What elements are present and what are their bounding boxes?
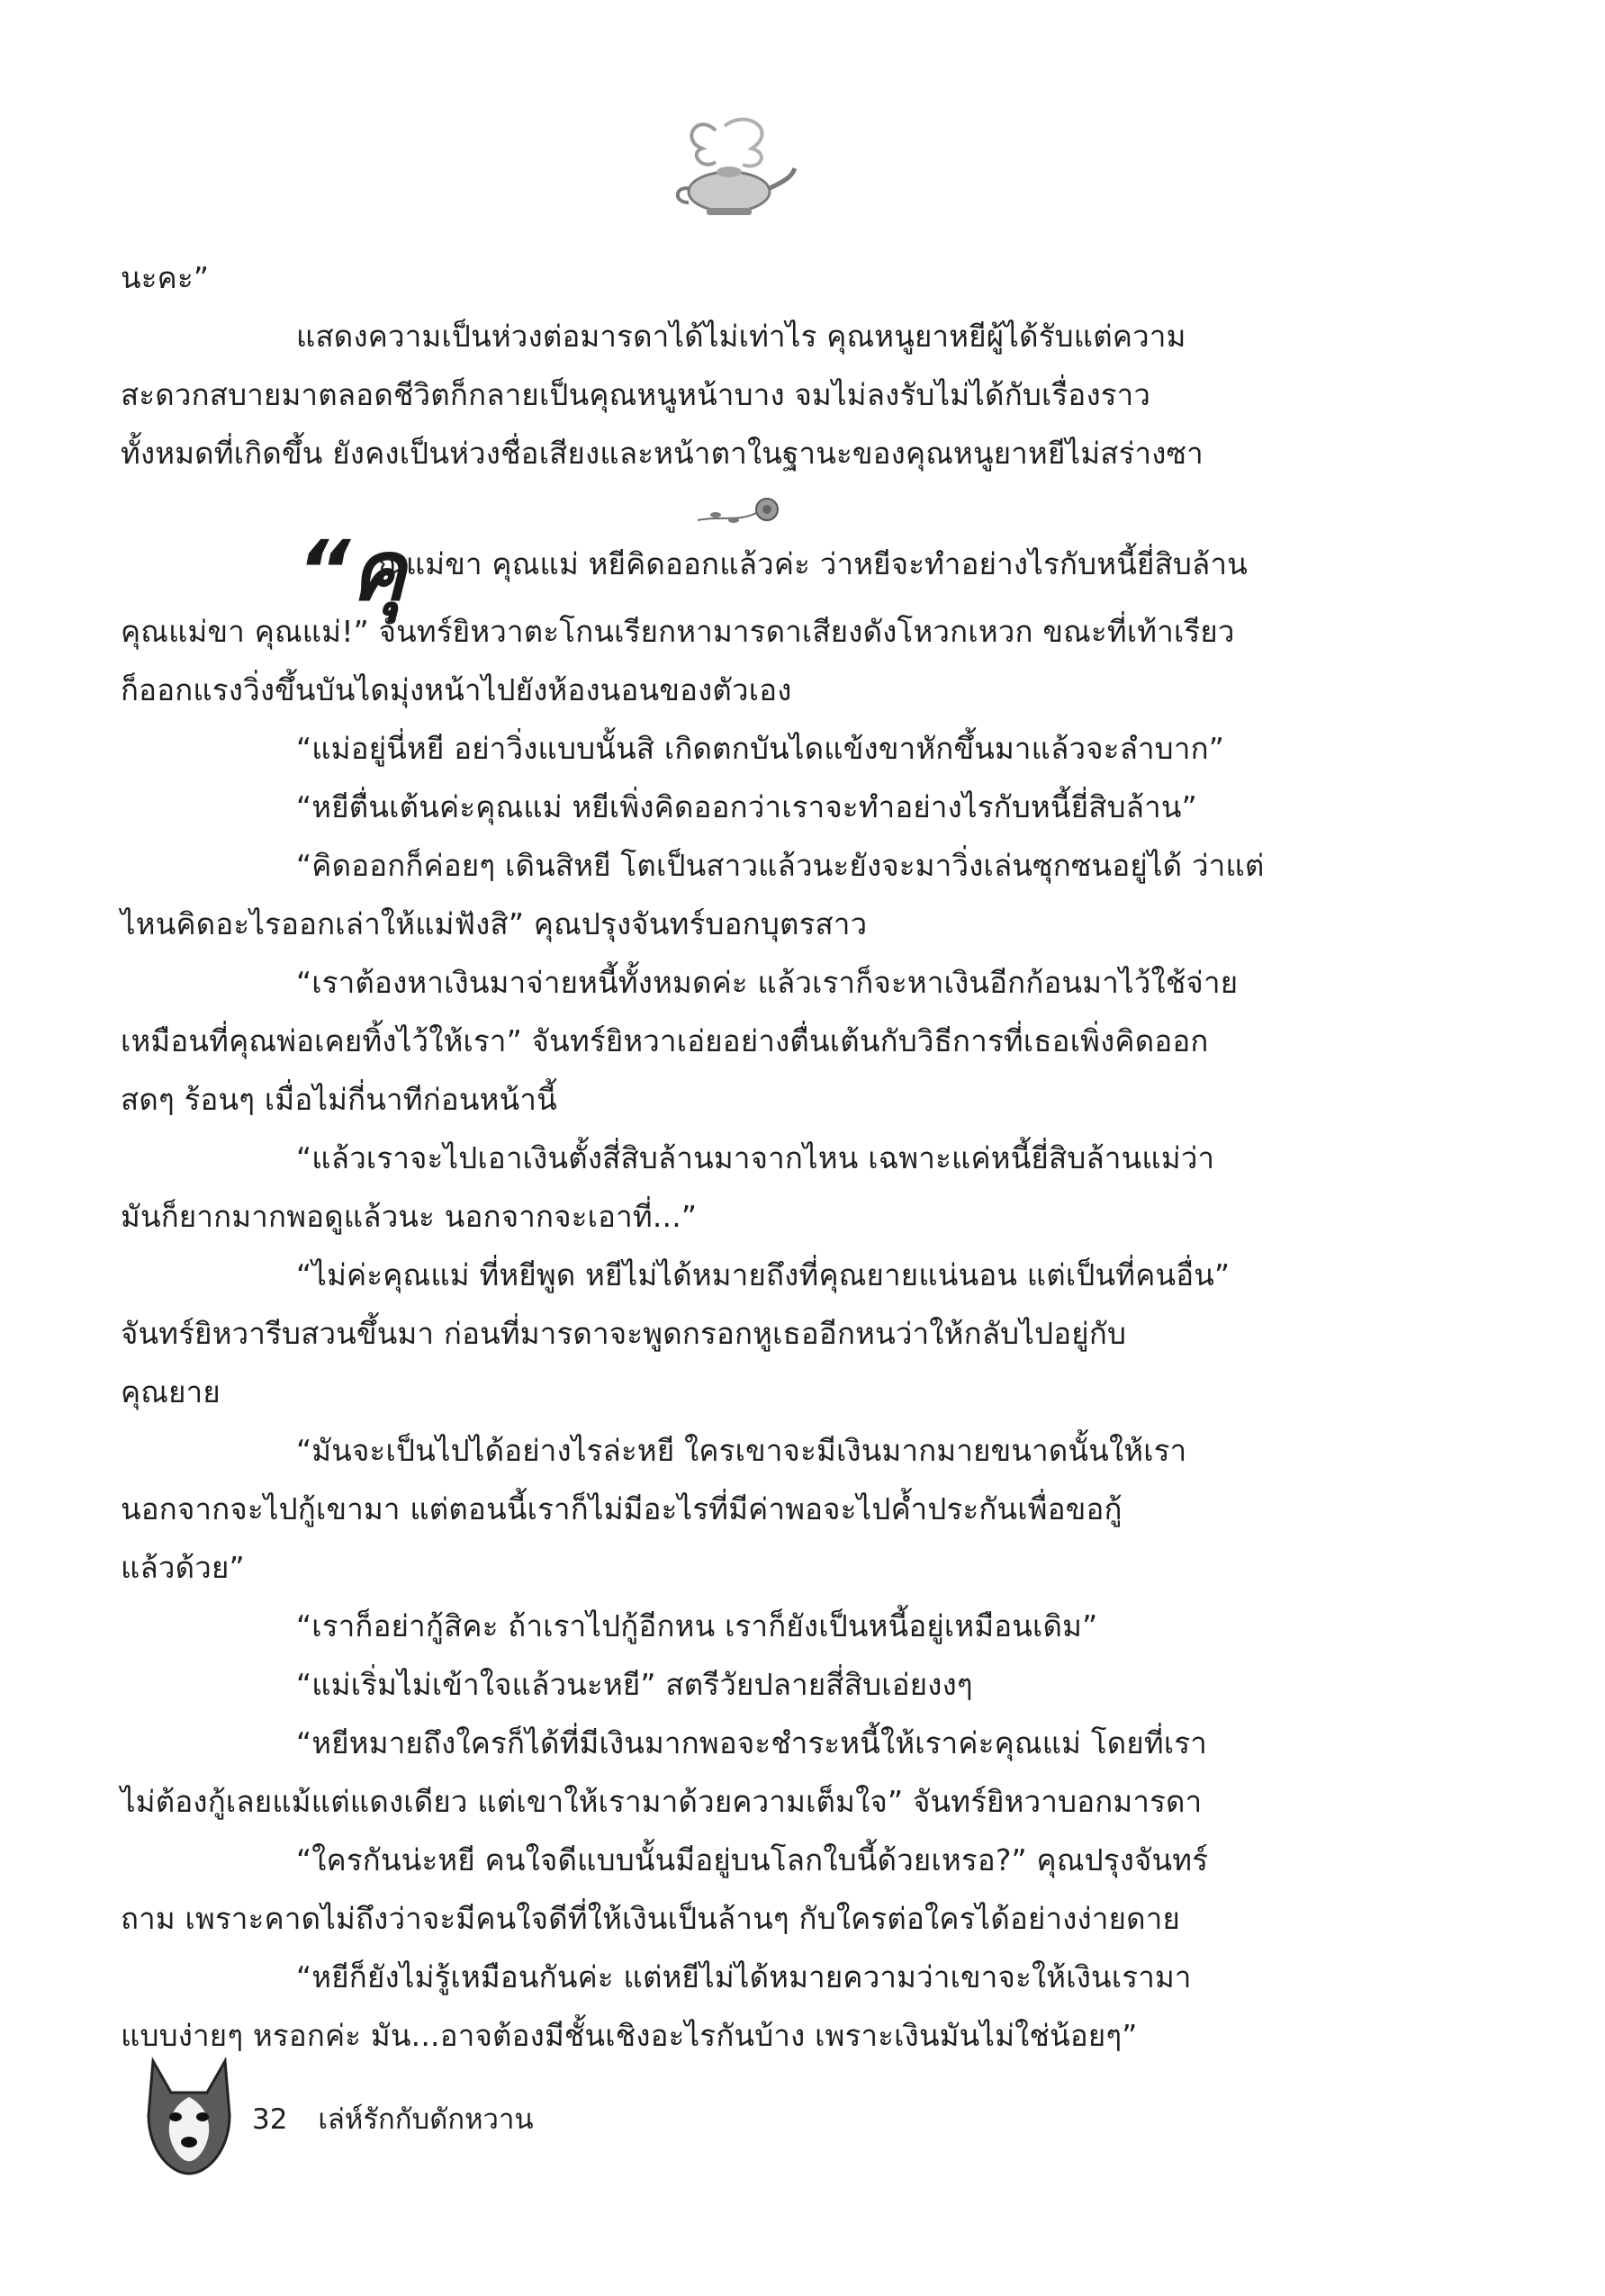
text-line: แล้วด้วย” bbox=[121, 1550, 245, 1585]
text-line: จันทร์ยิหวารีบสวนขึ้นมา ก่อนที่มารดาจะพูดกรอกหูเธออีกหนว่าให้กลับไปอยู่กับ bbox=[121, 1316, 1127, 1351]
text-line: สดๆ ร้อนๆ เมื่อไม่กี่นาทีก่อนหน้านี้ bbox=[121, 1082, 557, 1117]
text-line: คุณยาย bbox=[121, 1374, 221, 1409]
text-line: นอกจากจะไปกู้เขามา แต่ตอนนี้เราก็ไม่มีอะไรที่มีค่าพอจะไปค้ำประกันเพื่อขอกู้ bbox=[121, 1491, 1123, 1526]
text-line: “เราต้องหาเงินมาจ่ายหนี้ทั้งหมดค่ะ แล้วเราก็จะหาเงินอีกก้อนมาไว้ใช้จ่าย bbox=[296, 965, 1239, 1000]
text-line: ไหนคิดอะไรออกเล่าให้แม่ฟังสิ” คุณปรุงจันทร์บอกบุตรสาว bbox=[121, 906, 868, 941]
text-line: “ใครกันน่ะหยี คนใจดีแบบนั้นมีอยู่บนโลกใบนี้ด้วยเหรอ?” คุณปรุงจันทร์ bbox=[296, 1842, 1209, 1877]
text-line: แบบง่ายๆ หรอกค่ะ มัน...อาจต้องมีชั้นเชิงอะไรกันบ้าง เพราะเงินมันไม่ใช่น้อยๆ” bbox=[121, 2018, 1138, 2053]
book-title: เล่ห์รักกับดักหวาน bbox=[318, 2103, 534, 2136]
teapot-ornament-icon bbox=[662, 113, 797, 221]
text-line: ถาม เพราะคาดไม่ถึงว่าจะมีคนใจดีที่ให้เงินเป็นล้านๆ กับใครต่อใครได้อย่างง่ายดาย bbox=[121, 1901, 1181, 1936]
rose-sprig-ornament-icon bbox=[693, 493, 792, 533]
text-line: ณแม่ขา คุณแม่ หยีคิดออกแล้วค่ะ ว่าหยีจะทำอย่างไรกับหนี้ยี่สิบล้าน bbox=[378, 546, 1248, 581]
text-line: “ไม่ค่ะคุณแม่ ที่หยีพูด หยีไม่ได้หมายถึงที่คุณยายแน่นอน แต่เป็นที่คนอื่น” bbox=[296, 1257, 1231, 1292]
text-line: เหมือนที่คุณพ่อเคยทิ้งไว้ให้เรา” จันทร์ยิหวาเอ่ยอย่างตื่นเต้นกับวิธีการที่เธอเพิ่งคิดออก bbox=[121, 1023, 1209, 1058]
text-line: “เราก็อย่ากู้สิคะ ถ้าเราไปกู้อีกหน เราก็ยังเป็นหนี้อยู่เหมือนเดิม” bbox=[296, 1608, 1098, 1643]
text-line: “แม่เริ่มไม่เข้าใจแล้วนะหยี” สตรีวัยปลายสี่สิบเอ่ยงงๆ bbox=[296, 1667, 973, 1702]
text-line: “คิดออกก็ค่อยๆ เดินสิหยี โตเป็นสาวแล้วนะยังจะมาวิ่งเล่นซุกซนอยู่ได้ ว่าแต่ bbox=[296, 848, 1265, 883]
text-line: “แล้วเราจะไปเอาเงินตั้งสี่สิบล้านมาจากไหน เฉพาะแค่หนี้ยี่สิบล้านแม่ว่า bbox=[296, 1140, 1215, 1175]
text-line: “หยีหมายถึงใครก็ได้ที่มีเงินมากพอจะชำระหนี้ให้เราค่ะคุณแม่ โดยที่เรา bbox=[296, 1725, 1207, 1760]
drop-cap-quote: “คุ bbox=[297, 523, 406, 619]
text-line: ไม่ต้องกู้เลยแม้แต่แดงเดียว แต่เขาให้เรามาด้วยความเต็มใจ” จันทร์ยิหวาบอกมารดา bbox=[121, 1784, 1203, 1819]
text-line: ทั้งหมดที่เกิดขึ้น ยังคงเป็นห่วงชื่อเสียงและหน้าตาในฐานะของคุณหนูยาหยีไม่สร่างซา bbox=[121, 436, 1204, 471]
page-footer bbox=[252, 2097, 534, 2142]
text-line: “หยีตื่นเต้นค่ะคุณแม่ หยีเพิ่งคิดออกว่าเราจะทำอย่างไรกับหนี้ยี่สิบล้าน” bbox=[296, 789, 1197, 824]
text-line: สะดวกสบายมาตลอดชีวิตก็กลายเป็นคุณหนูหน้าบาง จมไม่ลงรับไม่ได้กับเรื่องราว bbox=[121, 377, 1151, 412]
text-line: นะคะ” bbox=[121, 260, 210, 295]
text-line: “แม่อยู่นี่หยี อย่าวิ่งแบบนั้นสิ เกิดตกบันไดแข้งขาหักขึ้นมาแล้วจะลำบาก” bbox=[296, 731, 1225, 766]
text-line: มันก็ยากมากพอดูแล้วนะ นอกจากจะเอาที่...” bbox=[121, 1199, 698, 1234]
text-line: “หยีก็ยังไม่รู้เหมือนกันค่ะ แต่หยีไม่ได้หมายความว่าเขาจะให้เงินเรามา bbox=[296, 1959, 1192, 1994]
husky-dog-logo-icon bbox=[135, 2052, 243, 2178]
text-line: ก็ออกแรงวิ่งขึ้นบันไดมุ่งหน้าไปยังห้องนอนของตัวเอง bbox=[121, 672, 792, 707]
page-number: 32 bbox=[252, 2103, 288, 2136]
text-line: “มันจะเป็นไปได้อย่างไรล่ะหยี ใครเขาจะมีเงินมากมายขนาดนั้นให้เรา bbox=[296, 1433, 1187, 1468]
text-line: คุณแม่ขา คุณแม่!” จันทร์ยิหวาตะโกนเรียกหามารดาเสียงดังโหวกเหวก ขณะที่เท้าเรียว bbox=[121, 614, 1235, 649]
text-line: แสดงความเป็นห่วงต่อมารดาได้ไม่เท่าไร คุณหนูยาหยีผู้ได้รับแต่ความ bbox=[296, 319, 1186, 354]
